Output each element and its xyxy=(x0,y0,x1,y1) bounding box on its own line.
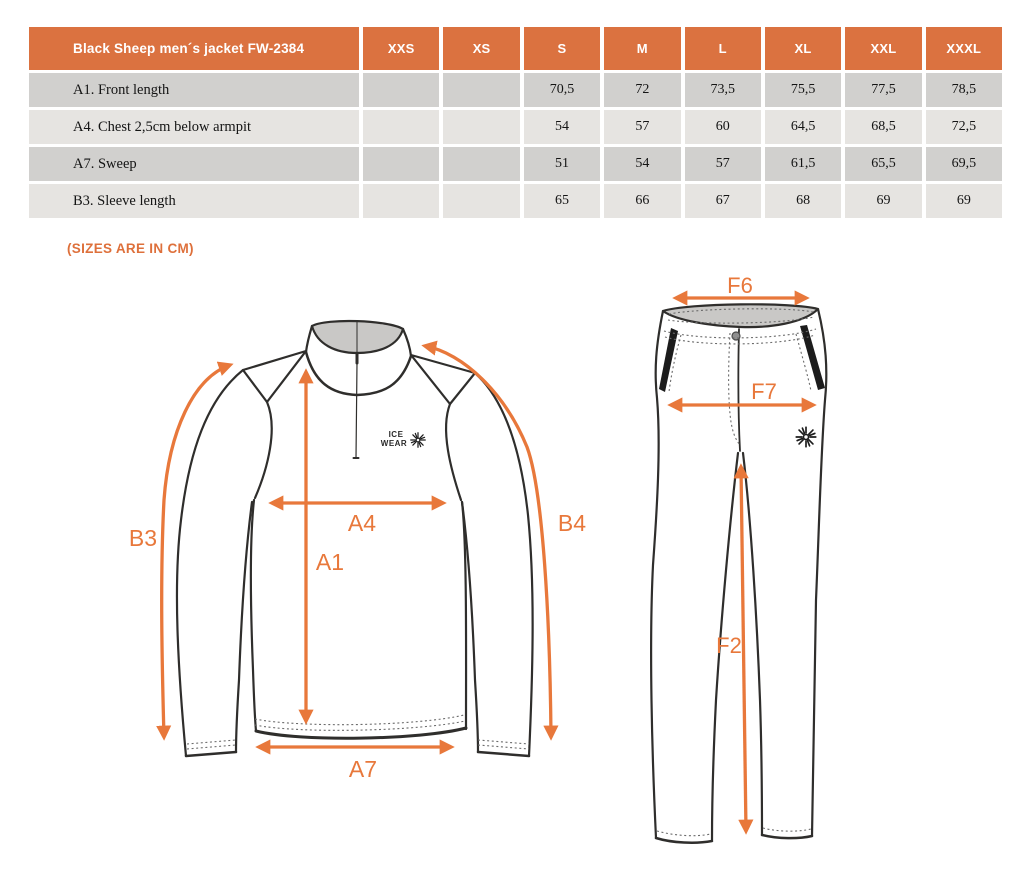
jacket-measure-labels xyxy=(129,510,586,782)
cell xyxy=(443,73,519,107)
cell: 75,5 xyxy=(765,73,841,107)
label-b4: B4 xyxy=(557,510,587,536)
label-b3: B3 xyxy=(128,525,158,551)
cell: 70,5 xyxy=(524,73,600,107)
cell xyxy=(443,147,519,181)
fly-seam xyxy=(738,329,740,451)
right-cuff xyxy=(478,752,529,756)
row-label: A7. Sweep xyxy=(29,147,359,181)
table-row xyxy=(29,184,1002,218)
waist-button xyxy=(732,332,740,340)
cell: 64,5 xyxy=(765,110,841,144)
cell: 60 xyxy=(685,110,761,144)
row-label: A1. Front length xyxy=(29,73,359,107)
pants-diagram xyxy=(620,275,1030,875)
table-title: Black Sheep men´s jacket FW-2384 xyxy=(29,27,359,70)
row-label: A4. Chest 2,5cm below armpit xyxy=(29,110,359,144)
cell: 65,5 xyxy=(845,147,921,181)
right-leg-hem xyxy=(762,835,812,838)
left-leg-hem xyxy=(656,838,712,843)
icewear-logo xyxy=(381,430,425,448)
jacket-diagram xyxy=(120,285,620,880)
size-header-xl: XL xyxy=(765,27,841,70)
body-left-side xyxy=(251,500,256,731)
cell: 54 xyxy=(524,110,600,144)
cell xyxy=(363,184,439,218)
cell: 78,5 xyxy=(926,73,1002,107)
cell: 68,5 xyxy=(845,110,921,144)
cell xyxy=(363,110,439,144)
jacket-outline xyxy=(177,321,533,756)
pants-outline xyxy=(651,304,826,842)
table-row xyxy=(29,73,1002,107)
table-header-row xyxy=(29,27,1002,70)
cell: 69 xyxy=(845,184,921,218)
label-f2: F2 xyxy=(716,633,742,658)
label-a7: A7 xyxy=(348,756,378,782)
left-shoulder-panel xyxy=(243,351,306,402)
row-label: B3. Sleeve length xyxy=(29,184,359,218)
cell: 65 xyxy=(524,184,600,218)
cell: 72 xyxy=(604,73,680,107)
pants-snowflake-icon xyxy=(796,427,816,447)
cell xyxy=(443,184,519,218)
right-pocket-trim xyxy=(800,325,825,390)
cell: 69 xyxy=(926,184,1002,218)
cell xyxy=(443,110,519,144)
left-sleeve-inner xyxy=(236,502,252,752)
measure-arrow-b3 xyxy=(162,365,230,737)
size-header-xxs: XXS xyxy=(363,27,439,70)
size-header-m: M xyxy=(604,27,680,70)
left-raglan-seam xyxy=(255,402,272,498)
cell: 73,5 xyxy=(685,73,761,107)
cell: 69,5 xyxy=(926,147,1002,181)
cell: 68 xyxy=(765,184,841,218)
cell xyxy=(363,73,439,107)
cell: 66 xyxy=(604,184,680,218)
left-sleeve-outer xyxy=(177,370,243,756)
cell: 54 xyxy=(604,147,680,181)
left-pocket-trim xyxy=(659,328,678,392)
label-a4: A4 xyxy=(347,510,377,536)
size-table xyxy=(25,24,1006,221)
cell: 57 xyxy=(604,110,680,144)
table-row xyxy=(29,110,1002,144)
label-f7: F7 xyxy=(751,379,777,404)
size-header-s: S xyxy=(524,27,600,70)
pants-measure-labels xyxy=(716,273,777,658)
pants-measure-arrows xyxy=(671,298,813,831)
size-header-xs: XS xyxy=(443,27,519,70)
hem xyxy=(256,728,466,738)
pants-stitching xyxy=(657,309,816,836)
zipper-line xyxy=(356,363,357,458)
cell: 51 xyxy=(524,147,600,181)
cell: 72,5 xyxy=(926,110,1002,144)
cell: 77,5 xyxy=(845,73,921,107)
right-sleeve-outer xyxy=(475,373,533,756)
cell: 57 xyxy=(685,147,761,181)
label-a1: A1 xyxy=(315,549,345,575)
cell: 67 xyxy=(685,184,761,218)
size-header-xxxl: XXXL xyxy=(926,27,1002,70)
cell xyxy=(363,147,439,181)
waistband-inner xyxy=(663,304,818,327)
size-header-xxl: XXL xyxy=(845,27,921,70)
label-f6: F6 xyxy=(727,273,753,298)
left-cuff xyxy=(186,752,236,756)
right-shoulder-panel xyxy=(411,355,475,404)
logo-snowflake-icon xyxy=(411,433,426,448)
table-row xyxy=(29,147,1002,181)
sizes-in-cm-note: (SIZES ARE IN CM) xyxy=(67,241,194,256)
logo-text-line1: ICE xyxy=(388,430,404,439)
size-header-l: L xyxy=(685,27,761,70)
cell: 61,5 xyxy=(765,147,841,181)
right-raglan-seam xyxy=(446,404,461,500)
logo-text-line2: WEAR xyxy=(380,439,408,448)
